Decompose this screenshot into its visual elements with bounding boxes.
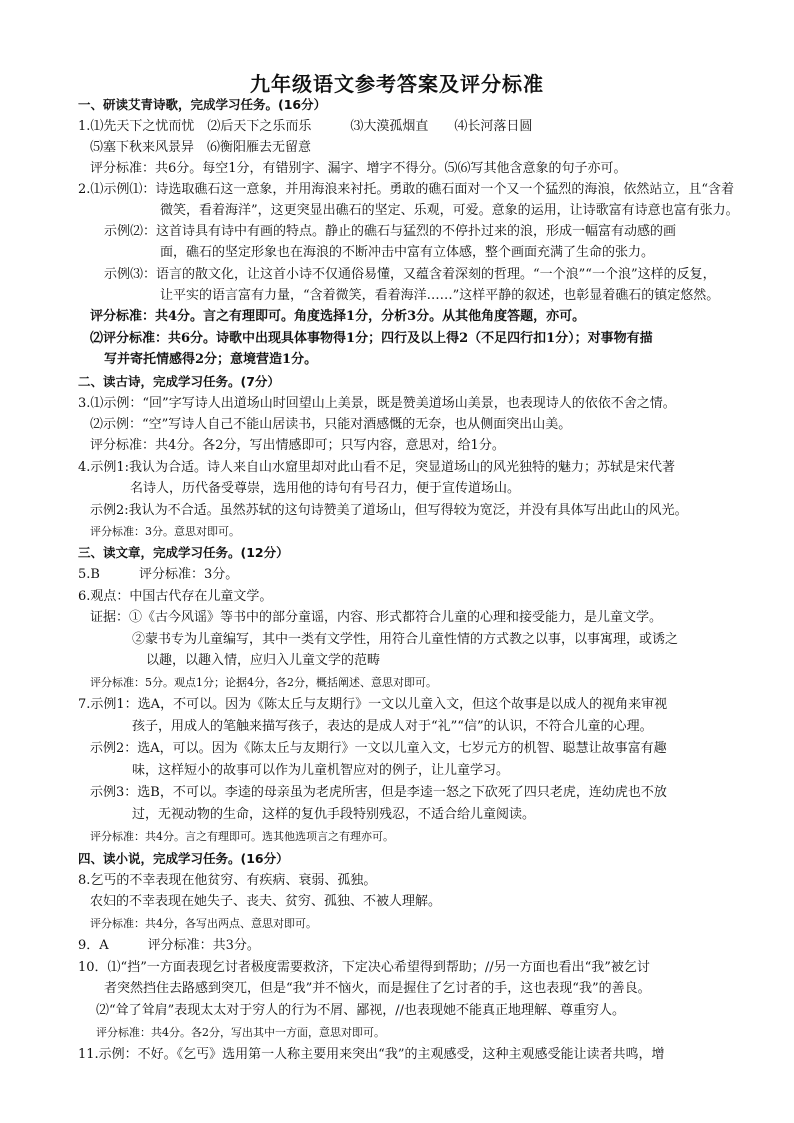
answer-line: 写并寄托情感得2分；意境营造1分。 [104, 352, 318, 367]
answer-line: 示例⑵：这首诗具有诗中有画的特点。静止的礁石与猛烈的不停扑过来的浪，形成一幅富有动感的画 [104, 224, 677, 239]
answer-line: 让平实的语言富有力量，“含着微笑，看着海洋……”这样平静的叙述，也彰显着礁石的镇定悠然。 [160, 288, 720, 303]
answer-line: 8.乞丐的不幸表现在他贫穷、有疾病、衰弱、孤独。 [78, 873, 377, 888]
answer-line: 9．A 评分标准：共3分。 [78, 938, 260, 953]
answer-line: 2.⑴示例⑴：诗选取礁石这一意象，并用海浪来衬托。勇敢的礁石面对一个又一个猛烈的海浪，依然站立，且“含着 [78, 182, 735, 197]
answer-line: 11.示例：不好。《乞丐》选用第一人称主要用来突出“我”的主观感受，这种主观感受能让读者共鸣，增 [78, 1047, 665, 1062]
answer-line: ⑵评分标准：共6分。诗歌中出现具体事物得1分；四行及以上得2（不足四行扣1分）；对事物有描 [90, 331, 653, 346]
section-heading: 二、读古诗，完成学习任务。(7分） [78, 374, 280, 389]
answer-line: 1.⑴先天下之忧而忧 ⑵后天下之乐而乐 ⑶大漠孤烟直 ⑷长河落日圆 [78, 119, 533, 134]
answer-line: 评分标准：5分。观点1分；论据4分，各2分，概括阐述、意思对即可。 [90, 676, 437, 689]
answer-line: 5.B 评分标准：3分。 [78, 567, 239, 582]
answer-line: 4.示例1:我认为合适。诗人来自山水窟里却对此山看不足，突显道场山的风光独特的魅力；苏轼是宋代著 [78, 460, 676, 475]
answer-line: 名诗人，历代备受尊崇，选用他的诗句有号召力，便于宣传道场山。 [130, 481, 521, 496]
page-title: 九年级语文参考答案及评分标准 [250, 72, 544, 96]
answer-line: 评分标准：共4分。各2分，写出其中一方面，意思对即可。 [96, 1026, 385, 1039]
answer-line: 7.示例1：选A，不可以。因为《陈太丘与友期行》一文以儿童入文，但这个故事是以成人的视角来审视 [78, 697, 668, 712]
answer-line: 示例3：选B，不可以。李逵的母亲虽为老虎所害，但是李逵一怒之下砍死了四只老虎，连幼虎也不放 [90, 785, 667, 800]
section-heading: 三、读文章，完成学习任务。(12分） [78, 545, 289, 560]
answer-line: 微笑，看着海洋”，这更突显出礁石的坚定、乐观，可爱。意象的运用，让诗歌富有诗意也富有张力。 [160, 203, 739, 218]
answer-line: 农妇的不幸表现在她失子、丧夫、贫穷、孤独、不被人理解。 [90, 894, 442, 909]
answer-line: 示例2:我认为不合适。虽然苏轼的这句诗赞美了道场山，但写得较为宽泛，并没有具体写出此山的风光。 [90, 503, 688, 518]
answer-line: ⑸塞下秋来风景异 ⑹衡阳雁去无留意 [90, 140, 312, 155]
answer-line: 示例2：选A，可以。因为《陈太丘与友期行》一文以儿童入文，七岁元方的机智、聪慧让故事富有趣 [90, 741, 667, 756]
answer-line: 评分标准：共4分。言之有理即可。选其他选项言之有理亦可。 [90, 830, 394, 843]
answer-line: 3.⑴示例：“回”字写诗人出道场山时回望山上美景，既是赞美道场山美景，也表现诗人的依依不舍之情。 [78, 396, 676, 411]
answer-line: 证据：①《古今风谣》等书中的部分童谣，内容、形式都符合儿童的心理和接受能力，是儿童文学。 [90, 610, 663, 625]
answer-line: ⑵“耸了耸肩”表现太太对于穷人的行为不屑、鄙视，//也表现她不能真正地理解、尊重穷人。 [96, 1003, 626, 1018]
section-heading: 一、研读艾青诗歌，完成学习任务。(16分） [78, 97, 327, 112]
section-heading: 四、读小说，完成学习任务。(16分） [78, 851, 289, 866]
answer-line: 评分标准：共4分，各写出两点、意思对即可。 [90, 917, 317, 930]
answer-line: 以趣，以趣入情，应归入儿童文学的范畴 [146, 653, 381, 668]
answer-line: 面，礁石的坚定形象也在海浪的不断冲击中富有立体感，整个画面充满了生命的张力。 [160, 245, 655, 260]
answer-line: 6.观点：中国古代存在儿童文学。 [78, 589, 273, 604]
answer-line: 评分标准：共4分。各2分，写出情感即可；只写内容，意思对，给1分。 [90, 438, 505, 453]
answer-line: 味，这样短小的故事可以作为儿童机智应对的例子，让儿童学习。 [132, 763, 510, 778]
answer-line: 评分标准：3分。意思对即可。 [90, 525, 240, 538]
answer-line: ⑵示例：“空”写诗人自己不能山居读书，只能对酒感慨的无奈，也从侧面突出山美。 [90, 417, 572, 432]
answer-line: 示例⑶：语言的散文化，让这首小诗不仅通俗易懂，又蕴含着深刻的哲理。“一个浪”“一个浪”这样的反复， [104, 267, 716, 282]
answer-line: ②蒙书专为儿童编写，其中一类有文学性，用符合儿童性情的方式教之以事，以事寓理，或诱之 [132, 632, 679, 647]
answer-line: 10．⑴“挡”一方面表现乞讨者极度需要救济，下定决心希望得到帮助；//另一方面也看出“我”被乞讨 [78, 960, 650, 975]
answer-line: 者突然挡住去路感到突兀，但是“我”并不恼火，而是握住了乞讨者的手，这也表现“我”的善良。 [104, 981, 651, 996]
answer-line: 评分标准：共4分。言之有理即可。角度选择1分，分析3分。从其他角度答题，亦可。 [90, 309, 586, 324]
answer-line: 过，无视动物的生命，这样的复仇手段特别残忍，不适合给儿童阅读。 [132, 807, 536, 822]
answer-line: 孩子，用成人的笔触来描写孩子，表达的是成人对于“礼”“信”的认识，不符合儿童的心理。 [132, 719, 653, 734]
answer-line: 评分标准：共6分。每空1分，有错别字、漏字、增字不得分。⑸⑹写其他含意象的句子亦可。 [90, 161, 627, 176]
